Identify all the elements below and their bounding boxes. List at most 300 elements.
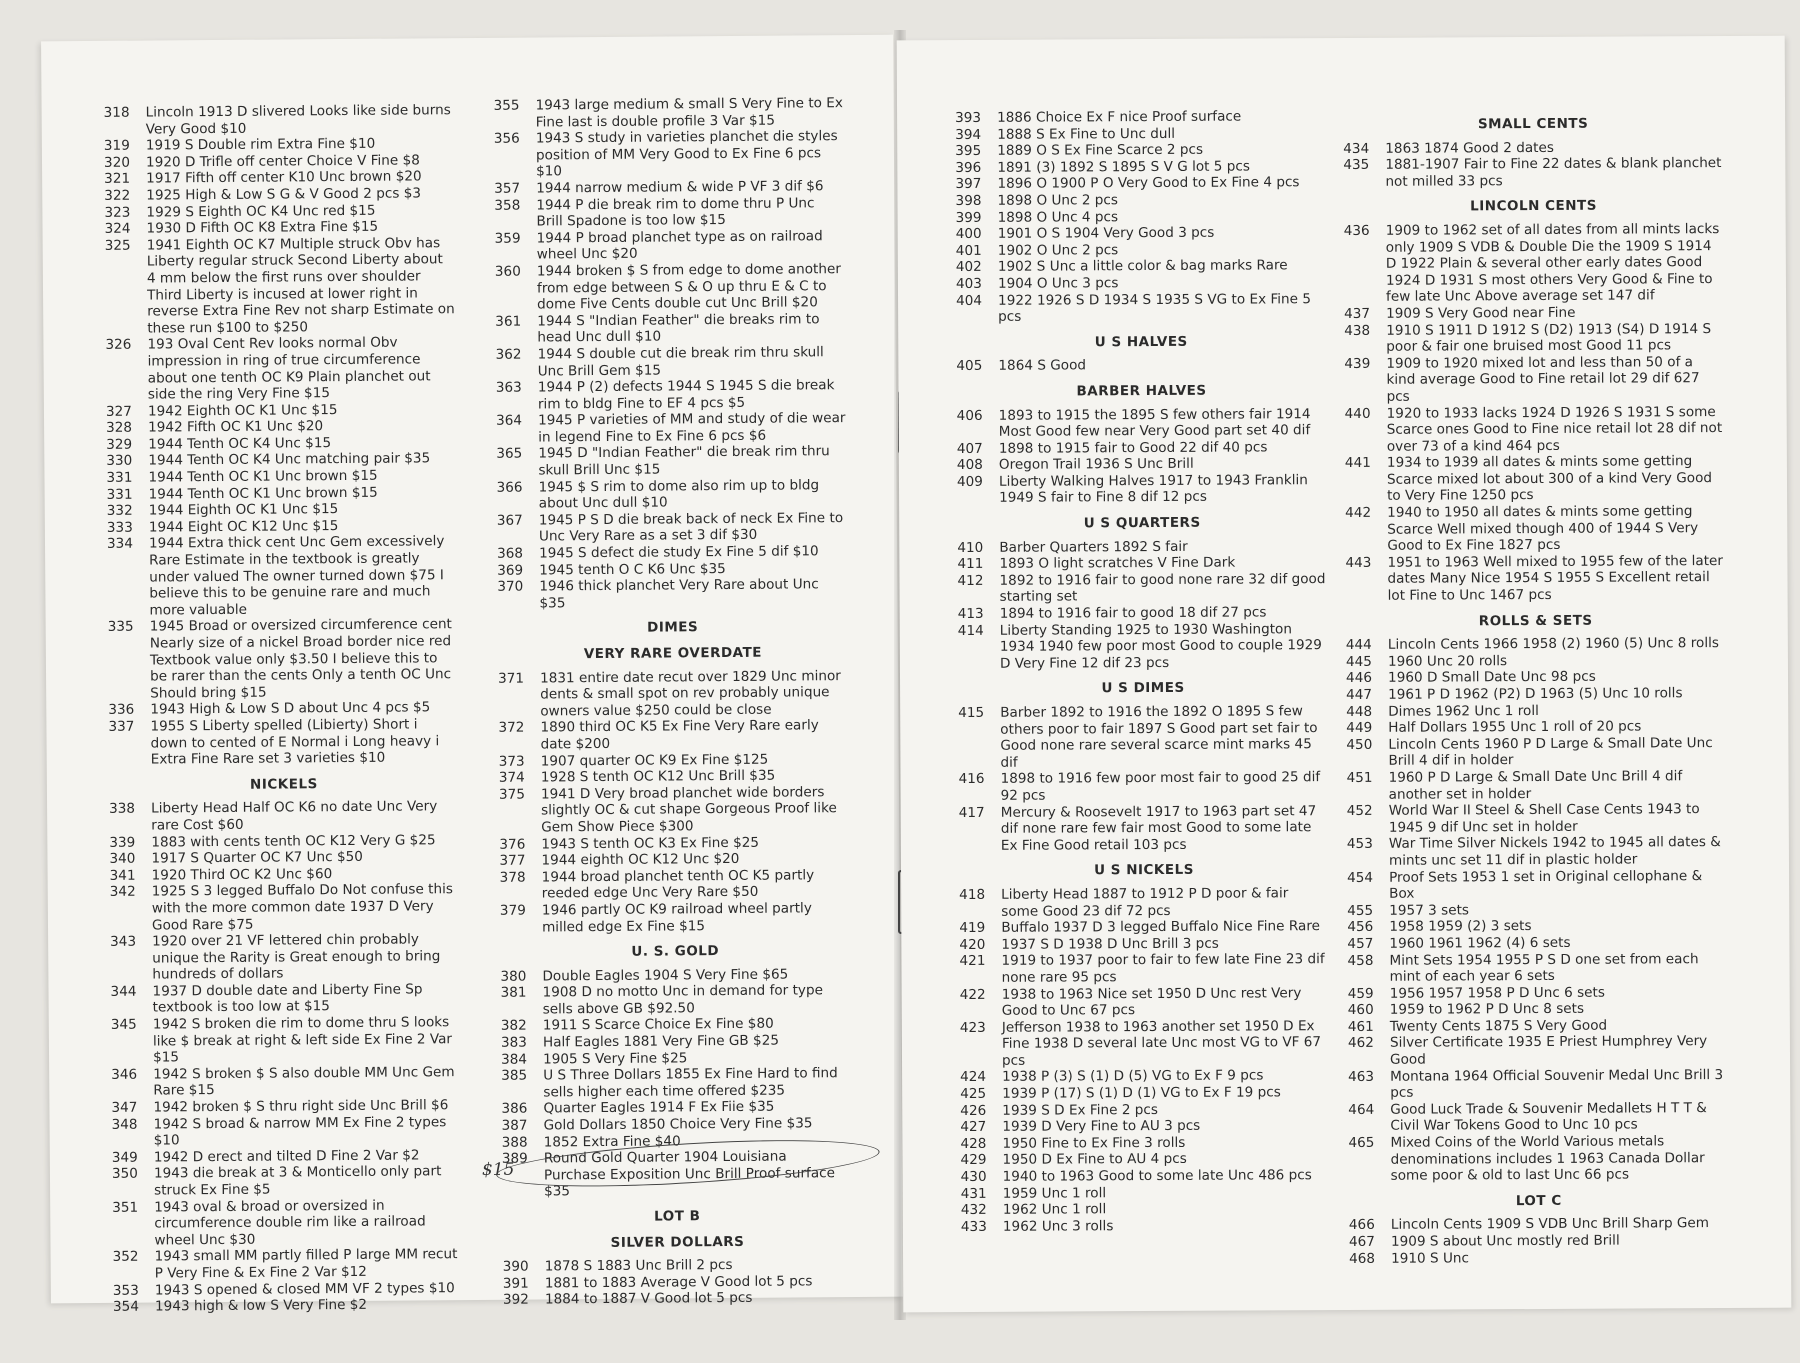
lot-entry	[957, 439, 1327, 458]
lot-description: 1944 broken $ S from edge to dome another from edge between S & O up thru E & C to dome Five Cents double cut Unc Brill $20	[536, 261, 841, 313]
lot-number: 421	[959, 953, 986, 970]
lot-entry	[955, 141, 1325, 160]
lot-number: 367	[496, 512, 523, 529]
lot-entry	[1346, 702, 1726, 721]
lot-description: 1960 1961 1962 (4) 6 sets	[1389, 934, 1571, 952]
lot-description: 1938 to 1963 Nice set 1950 D Unc rest Very Good to Unc 67 pcs	[1001, 984, 1302, 1019]
lot-entry	[1344, 304, 1724, 323]
lot-entry	[105, 235, 456, 337]
lot-description: 1945 D "Indian Feather" die break rim thru skull Brill Unc $15	[538, 443, 830, 479]
lot-number: 394	[955, 126, 982, 143]
lot-number: 330	[106, 453, 133, 470]
lot-description: Jefferson 1938 to 1963 another set 1950 D Ex Fine 1938 D several late Unc most VG to VF 67 pcs	[1001, 1017, 1322, 1069]
lot-entry	[961, 1167, 1331, 1186]
lot-entry	[956, 208, 1326, 227]
lot-number: 416	[958, 771, 985, 788]
lot-entry	[960, 1018, 1330, 1070]
lot-description: 1883 with cents tenth OC K12 Very G $25	[151, 831, 436, 851]
lot-number: 456	[1347, 919, 1374, 936]
lot-number: 318	[103, 104, 130, 121]
lot-number: 459	[1347, 985, 1374, 1002]
lot-number: 458	[1347, 952, 1374, 969]
lot-number: 431	[960, 1185, 987, 1202]
lot-description: Buffalo 1937 D 3 legged Buffalo Nice Fine Rare	[1001, 918, 1321, 936]
lot-entry	[110, 881, 460, 934]
lot-description: 1863 1874 Good 2 dates	[1385, 139, 1554, 157]
lot-entry	[494, 128, 844, 181]
lot-description: 1943 S opened & closed MM VF 2 types $10	[154, 1279, 455, 1299]
section-heading: U S DIMES	[1101, 680, 1185, 697]
lot-number: 337	[108, 718, 135, 735]
section-heading: LINCOLN CENTS	[1470, 198, 1597, 215]
lot-description: 1938 P (3) S (1) D (5) VG to Ex F 9 pcs	[1002, 1067, 1264, 1086]
lot-number: 347	[111, 1099, 138, 1116]
lot-description: 1946 partly OC K9 railroad wheel partly milled edge Ex Fine $15	[541, 900, 812, 935]
lot-number: 340	[109, 850, 136, 867]
lot-number: 443	[1345, 554, 1372, 571]
section-heading: U. S. GOLD	[631, 943, 720, 960]
lot-number: 327	[105, 403, 132, 420]
lot-entry	[960, 1151, 1330, 1170]
lot-entry	[956, 257, 1326, 276]
lot-number: 396	[955, 159, 982, 176]
lot-number: 425	[960, 1085, 987, 1103]
lot-entry	[1345, 453, 1725, 505]
lot-description: 1942 broken $ S thru right side Unc Brill $6	[153, 1097, 449, 1116]
lot-number: 351	[112, 1199, 139, 1216]
lot-number: 375	[498, 786, 526, 803]
lot-number: 437	[1344, 305, 1371, 322]
lot-entry	[1344, 354, 1724, 406]
lot-description: 1917 Fifth off center K10 Unc brown $20	[146, 168, 422, 187]
lot-description: 1951 to 1963 Well mixed to 1955 few of the later dates Many Nice 1954 S 1955 S Excellent retail lot Fine to Unc 1467 pcs	[1387, 552, 1724, 604]
lot-description: 1957 3 sets	[1389, 902, 1470, 919]
lot-number: 357	[494, 180, 521, 197]
lot-number: 412	[957, 572, 984, 589]
lot-entry	[1346, 685, 1726, 704]
lot-entry	[1348, 1067, 1728, 1102]
lot-description: 1961 P D 1962 (P2) D 1963 (5) Unc 10 rolls	[1388, 685, 1683, 703]
lot-description: 1910 S 1911 D 1912 S (D2) 1913 (S4) D 1914 S poor & fair one bruised most Good 11 pcs	[1386, 320, 1712, 355]
lot-description: 1909 S about Unc mostly red Brill	[1390, 1232, 1620, 1250]
lot-description: 1944 Eighth OC K1 Unc $15	[148, 501, 339, 519]
lot-number: 411	[957, 556, 984, 573]
lot-description: Liberty Head 1887 to 1912 P D poor & fair some Good 23 dif 72 pcs	[1001, 885, 1289, 920]
lot-description: 1909 to 1962 set of all dates from all mints lacks only 1909 S VDB & Double Die the 1909 S 1914 D 1922 Plain & several other early dates Good 1924 D 1931 S most others Very Good & Fine to few late Unc Above average set 147 dif	[1385, 220, 1720, 306]
lot-description: 1943 high & low S Very Fine $2	[154, 1297, 368, 1315]
lot-description: 1919 S Double rim Extra Fine $10	[145, 135, 376, 154]
lot-number: 413	[957, 605, 984, 623]
lot-description: 1940 to 1950 all dates & mints some getting Scarce Well mixed though 400 of 1944 S Very Good to Ex Fine 1827 pcs	[1387, 503, 1699, 555]
lot-description: 1941 Eighth OC K7 Multiple struck Obv has Liberty regular struck Second Liberty about 4 mm below the first runs over shoulder Third Liberty is incused at lower right in reverse Extra Fine Rev not sharp Estimate on these run $100 to $250	[146, 234, 455, 337]
lot-description: Mint Sets 1954 1955 P S D one set from each mint of each year 6 sets	[1389, 950, 1699, 985]
lot-number: 430	[960, 1168, 987, 1186]
lot-description: 1937 D double date and Liberty Fine Sp textbook is too low at $15	[152, 981, 423, 1016]
lot-number: 328	[106, 419, 133, 437]
lot-description: 1960 Unc 20 rolls	[1387, 652, 1508, 670]
lot-entry	[500, 900, 850, 936]
lot-number: 335	[107, 619, 134, 636]
lot-entry	[111, 1064, 461, 1100]
lot-number: 447	[1346, 686, 1373, 703]
lot-number: 389	[501, 1150, 528, 1167]
lot-number: 455	[1347, 902, 1374, 919]
lot-entry	[957, 406, 1327, 441]
lot-description: 1908 D no motto Unc in demand for type sells above GB $92.50	[542, 982, 824, 1018]
lot-number: 380	[500, 968, 527, 985]
lot-number: 371	[498, 670, 525, 687]
lot-description: 1955 S Liberty spelled (Libierty) Short i down to cented of E Normal i Long heavy i Extra Fine Rare set 3 varieties $10	[150, 716, 440, 768]
section-heading: U S HALVES	[1094, 333, 1188, 351]
lot-description: U S Three Dollars 1855 Ex Fine Hard to find sells higher each time offered $235	[543, 1065, 838, 1101]
lot-entry	[960, 1068, 1330, 1087]
lot-description: 1888 S Ex Fine to Unc dull	[997, 125, 1176, 143]
lot-description: 1956 1957 1958 P D Unc 6 sets	[1389, 984, 1605, 1002]
lot-number: 440	[1344, 405, 1371, 422]
lot-number: 461	[1347, 1018, 1374, 1035]
lot-description: 1898 O Unc 4 pcs	[997, 208, 1119, 226]
lot-entry	[108, 617, 459, 703]
lot-number: 399	[955, 209, 982, 226]
lot-entry	[959, 918, 1329, 937]
lot-entry	[959, 769, 1329, 804]
lot-entry	[960, 1101, 1330, 1120]
lot-entry	[961, 1184, 1331, 1203]
lot-description: 1920 Third OC K2 Unc $60	[151, 865, 333, 884]
lot-number: 388	[501, 1134, 528, 1151]
lot-entry	[500, 982, 850, 1018]
lot-number: 333	[106, 519, 133, 536]
lot-description: 1944 Tenth OC K1 Unc brown $15	[148, 467, 378, 486]
lot-entry	[110, 931, 460, 984]
lot-number: 344	[110, 983, 137, 1000]
lot-description: 1925 High & Low S G & V Good 2 pcs $3	[146, 185, 422, 204]
section-heading: U S NICKELS	[1094, 862, 1194, 879]
lot-description: 1942 S broken die rim to dome thru S looks like $ break at right & left side Ex Fine 2 Var $15	[152, 1014, 453, 1066]
lot-entry	[956, 291, 1326, 326]
lot-entry	[108, 716, 458, 769]
lot-description: Barber 1892 to 1916 the 1892 O 1895 S few others poor to fair 1897 S Good part set fair to Good none rare several scarce mint marks 45 dif	[1000, 703, 1318, 771]
lot-description: 1944 P die break rim to dome thru P Unc Brill Spadone is too low $15	[536, 194, 815, 230]
lot-description: Gold Dollars 1850 Choice Very Fine $35	[543, 1115, 813, 1134]
lot-entry	[1343, 139, 1723, 158]
lot-description: 1893 to 1915 the 1895 S few others fair 1914 Most Good few near Very Good part set 40 dif	[998, 405, 1311, 440]
lot-number: 382	[500, 1018, 527, 1035]
lot-description: 1831 entire date recut over 1829 Unc minor dents & small spot on rev probably unique owners value $250 could be close	[540, 667, 841, 720]
lot-description: 1884 to 1887 V Good lot 5 pcs	[544, 1290, 753, 1308]
lot-number: 426	[960, 1102, 987, 1119]
lot-number: 350	[111, 1166, 138, 1183]
lot-description: 1962 Unc 3 rolls	[1002, 1218, 1114, 1235]
lot-entry	[1347, 950, 1727, 985]
section-heading: LOT B	[654, 1208, 701, 1225]
lot-description: 1943 large medium & small S Very Fine to Ex Fine last is double profile 3 Var $15	[535, 95, 843, 131]
lot-number: 407	[956, 440, 983, 457]
lot-entry	[957, 455, 1327, 474]
lot-entry	[112, 1164, 462, 1200]
lot-number: 434	[1343, 140, 1370, 157]
lot-description: 193 Oval Cent Rev looks normal Obv impression in ring of true circumference about one tenth OC K9 Plain planchet out side the ring Very Fine $15	[147, 334, 431, 403]
lot-entry	[1347, 801, 1727, 836]
lot-description: 1852 Extra Fine $40	[543, 1133, 681, 1151]
lot-number: 427	[960, 1119, 987, 1136]
lot-number: 429	[960, 1152, 987, 1169]
lot-number: 424	[960, 1069, 987, 1086]
lot-entry	[957, 554, 1327, 573]
lot-number: 336	[108, 702, 135, 719]
lot-number: 374	[498, 769, 525, 786]
lot-description: 1892 to 1916 fair to good none rare 32 dif good starting set	[999, 570, 1326, 606]
lot-entry	[960, 1084, 1330, 1103]
lot-description: 1920 over 21 VF lettered chin probably unique the Rarity is Great enough to bring hundreds of dollars	[152, 931, 441, 983]
column-1	[104, 102, 463, 1315]
lot-description: Oregon Trail 1936 S Unc Brill	[998, 456, 1194, 474]
lot-description: Round Gold Quarter 1904 Louisiana Purchase Exposition Unc Brill Proof surface $35	[543, 1148, 836, 1200]
lot-number: 452	[1346, 803, 1373, 820]
lot-number: 445	[1345, 653, 1372, 670]
lot-description: 1943 small MM partly filled P large MM recut P Very Fine & Ex Fine 2 Var $12	[154, 1246, 458, 1282]
lot-description: 1959 to 1962 P D Unc 8 sets	[1389, 1001, 1585, 1019]
lot-entry	[495, 311, 845, 347]
lot-entry	[1346, 735, 1726, 770]
lot-description: 1939 D Very Fine to AU 3 pcs	[1002, 1118, 1201, 1136]
lot-description: 1881-1907 Fair to Fine 22 dates & blank planchet not milled 33 pcs	[1385, 155, 1722, 190]
lot-number: 356	[493, 130, 520, 147]
lot-description: 1928 S tenth OC K12 Unc Brill $35	[540, 767, 776, 786]
lot-number: 439	[1344, 355, 1371, 372]
lot-entry	[960, 985, 1330, 1020]
lot-entry	[113, 1296, 463, 1315]
lot-number: 341	[109, 867, 136, 884]
lot-description: 1944 Eight OC K12 Unc $15	[148, 517, 339, 536]
lot-number: 435	[1343, 157, 1370, 174]
lot-number: 331	[106, 469, 133, 486]
lot-description: 1905 S Very Fine $25	[543, 1049, 688, 1068]
lot-number: 384	[501, 1051, 528, 1068]
lot-number: 418	[959, 886, 986, 903]
lot-number: 319	[103, 137, 130, 155]
lot-entry	[498, 717, 848, 753]
lot-description: War Time Silver Nickels 1942 to 1945 all dates & mints unc set 11 dif in plastic holder	[1388, 834, 1721, 869]
lot-number: 415	[958, 704, 985, 722]
lot-number: 379	[499, 902, 526, 919]
lot-entry	[495, 261, 845, 314]
lot-number: 442	[1345, 504, 1372, 522]
lot-number: 448	[1346, 703, 1373, 720]
lot-entry	[1349, 1232, 1729, 1251]
lot-entry	[1344, 221, 1724, 306]
lot-number: 433	[960, 1218, 987, 1235]
lot-number: 385	[501, 1067, 528, 1085]
lot-number: 401	[955, 242, 982, 259]
lot-entry	[112, 1114, 462, 1150]
lot-number: 339	[109, 834, 136, 851]
lot-entry	[1348, 1000, 1728, 1019]
handwritten-price-note: $15	[481, 1159, 515, 1181]
lot-number: 408	[956, 457, 983, 474]
lot-description: 1894 to 1916 fair to good 18 dif 27 pcs	[999, 604, 1267, 622]
lot-description: 1945 P varieties of MM and study of die wear in legend Fine to Ex Fine 6 pcs $6	[537, 410, 846, 446]
lot-entry	[1343, 155, 1723, 190]
lot-description: Lincoln 1913 D slivered Looks like side burns Very Good $10	[145, 102, 451, 138]
lot-number: 323	[104, 204, 131, 221]
lot-entry	[955, 108, 1325, 127]
lot-description: 1944 Tenth OC K4 Unc $15	[148, 434, 332, 453]
lot-description: Liberty Walking Halves 1917 to 1943 Franklin 1949 S fair to Fine 8 dif 12 pcs	[998, 472, 1308, 507]
lot-description: 1864 S Good	[998, 357, 1087, 375]
lot-number: 457	[1347, 935, 1374, 952]
lot-number: 450	[1346, 736, 1373, 753]
lot-description: 1960 D Small Date Unc 98 pcs	[1387, 669, 1596, 687]
lot-entry	[955, 174, 1325, 193]
lot-number: 325	[104, 237, 131, 254]
lot-description: 1925 S 3 legged Buffalo Do Not confuse this with the more common date 1937 D Very Good Rare $75	[151, 881, 454, 934]
lot-entry	[1345, 404, 1725, 456]
lot-number: 355	[493, 97, 520, 114]
lot-description: 1944 S "Indian Feather" die breaks rim to head Unc dull $10	[537, 310, 820, 346]
lot-number: 417	[958, 804, 985, 821]
lot-entry	[956, 356, 1326, 375]
lot-description: 1909 S Very Good near Fine	[1386, 304, 1576, 322]
lot-number: 320	[103, 154, 131, 171]
lot-description: 1893 O light scratches V Fine Dark	[999, 554, 1236, 573]
lot-description: 1945 $ S rim to dome also rim up to bldg about Unc dull $10	[538, 476, 820, 512]
lot-number: 369	[497, 562, 524, 579]
lot-entry	[955, 191, 1325, 210]
lot-description: 1937 S D 1938 D Unc Brill 3 pcs	[1001, 935, 1219, 953]
lot-entry	[1347, 768, 1727, 803]
lot-number: 364	[495, 412, 523, 430]
column-3	[955, 108, 1331, 1235]
lot-entry	[1347, 901, 1727, 920]
lot-entry	[1345, 503, 1725, 555]
lot-number: 397	[955, 176, 982, 193]
column-4	[1343, 106, 1729, 1267]
left-page	[41, 35, 903, 1315]
lot-number: 376	[499, 836, 526, 853]
lot-description: 1944 narrow medium & wide P VF 3 dif $6	[536, 178, 824, 197]
lot-description: 1911 S Scarce Choice Ex Fine $80	[542, 1016, 774, 1034]
lot-number: 332	[106, 502, 133, 520]
lot-description: Mixed Coins of the World Various metals denominations includes 1 1963 Canada Dollar some poor & old to last Unc 66 pcs	[1390, 1133, 1705, 1184]
lot-number: 365	[496, 446, 523, 463]
lot-entry	[1346, 652, 1726, 671]
lot-description: 1950 D Ex Fine to AU 4 pcs	[1002, 1151, 1187, 1169]
lot-number: 366	[496, 479, 523, 496]
lot-entry	[499, 784, 849, 837]
column-2	[481, 95, 854, 1309]
lot-description: 1930 D Fifth OC K8 Extra Fine $15	[146, 218, 379, 237]
lot-description: 1943 High & Low S D about Unc 4 pcs $5	[150, 699, 431, 718]
section-heading: U S QUARTERS	[1083, 514, 1201, 532]
lot-description: 1962 Unc 1 roll	[1002, 1201, 1107, 1219]
lot-description: 1944 Tenth OC K4 Unc matching pair $35	[148, 450, 431, 470]
lot-description: 1960 P D Large & Small Date Unc Brill 4 dif another set in holder	[1388, 768, 1683, 803]
lot-description: 1942 Eighth OC K1 Unc $15	[147, 401, 338, 420]
lot-description: 1917 S Quarter OC K7 Unc $50	[151, 848, 363, 867]
lot-number: 346	[111, 1066, 138, 1083]
lot-number: 321	[104, 171, 131, 188]
lot-number: 453	[1346, 836, 1373, 853]
section-heading: NICKELS	[249, 775, 318, 793]
lot-entry	[1346, 635, 1726, 654]
lot-entry	[110, 981, 460, 1017]
lot-description: 1929 S Eighth OC K4 Unc red $15	[146, 202, 376, 221]
lot-number: 377	[499, 852, 526, 869]
lot-entry	[957, 571, 1327, 606]
lot-entry	[1349, 1249, 1729, 1268]
lot-description: 1942 S broad & narrow MM Ex Fine 2 types $10	[153, 1113, 447, 1149]
lot-entry	[104, 102, 454, 138]
lot-description: 1945 P S D die break back of neck Ex Fine to Unc Very Rare as a set 3 dif $30	[538, 509, 844, 545]
lot-number: 354	[112, 1298, 140, 1315]
lot-description: 1920 to 1933 lacks 1924 D 1926 S 1931 S some Scarce ones Good to Fine nice retail lot 28 dif not over 73 of a kind 464 pcs	[1386, 403, 1723, 455]
lot-number: 353	[112, 1282, 139, 1299]
lot-entry	[105, 334, 456, 403]
lot-number: 414	[957, 622, 984, 639]
lot-description: 1942 S broken $ S also double MM Unc Gem Rare $15	[153, 1063, 455, 1099]
lot-description: 1944 S double cut die break rim thru skull Unc Brill Gem $15	[537, 344, 824, 379]
lot-description: 1958 1959 (2) 3 sets	[1389, 918, 1532, 936]
lot-description: 1902 O Unc 2 pcs	[997, 241, 1119, 259]
lot-number: 378	[499, 869, 526, 886]
lot-description: 1942 Fifth OC K1 Unc $20	[148, 418, 324, 436]
lot-number: 451	[1346, 769, 1373, 786]
lot-entry	[1349, 1215, 1729, 1234]
lot-entry	[494, 95, 844, 131]
lot-entry	[958, 604, 1328, 623]
lot-number: 391	[502, 1275, 529, 1292]
lot-entry	[1347, 934, 1727, 953]
lot-entry	[959, 935, 1329, 954]
lot-number: 464	[1348, 1101, 1375, 1118]
lot-number: 403	[955, 275, 982, 292]
lot-entry	[109, 798, 459, 834]
lot-description: 1944 eighth OC K12 Unc $20	[541, 851, 740, 869]
lot-number: 460	[1347, 1002, 1374, 1019]
lot-description: 1896 O 1900 P O Very Good to Ex Fine 4 pcs	[997, 174, 1300, 193]
lot-description: 1946 thick planchet Very Rare about Unc $35	[539, 576, 819, 612]
lot-number: 395	[955, 143, 982, 160]
lot-number: 466	[1348, 1217, 1375, 1234]
lot-description: 1919 to 1937 poor to fair to few late Fine 23 dif none rare 95 pcs	[1001, 951, 1325, 986]
lot-entry	[1347, 917, 1727, 936]
lot-description: 1940 to 1963 Good to some late Unc 486 pcs	[1002, 1167, 1312, 1185]
lot-description: 1959 Unc 1 roll	[1002, 1184, 1107, 1202]
lot-description: 1943 oval & broad or oversized in circumference double rim like a railroad wheel Unc $30	[154, 1197, 426, 1249]
lot-description: 1941 D Very broad planchet wide borders slightly OC & cut shape Gorgeous Proof like Gem Show Piece $300	[540, 783, 837, 836]
lot-entry	[1348, 1133, 1728, 1185]
lot-entry	[496, 444, 846, 480]
lot-number: 324	[104, 220, 131, 238]
lot-entry	[111, 1014, 461, 1067]
lot-description: 1934 to 1939 all dates & mints some getting Scarce mixed lot about 300 of a kind Very Good to Very Fine 1250 pcs	[1386, 453, 1713, 505]
lot-entry	[1348, 1017, 1728, 1036]
lot-number: 428	[960, 1135, 987, 1152]
lot-number: 449	[1346, 720, 1373, 737]
lot-entry	[113, 1246, 463, 1282]
lot-number: 404	[955, 292, 983, 309]
lot-description: Quarter Eagles 1914 F Ex Fiie $35	[543, 1099, 775, 1117]
lot-description: 1945 Broad or oversized circumference cent Nearly size of a nickel Broad border nice red Textbook value only $3.50 I believe this to be rarer than the cents Only a tenth OC Unc Should bring $15	[149, 616, 452, 702]
lot-description: 1943 die break at 3 & Monticello only part struck Ex Fine $5	[153, 1163, 442, 1199]
lot-number: 362	[495, 346, 522, 363]
lot-number: 348	[111, 1116, 138, 1133]
lot-description: 1904 O Unc 3 pcs	[997, 275, 1119, 292]
lot-number: 386	[501, 1101, 528, 1118]
lot-number: 392	[502, 1291, 529, 1309]
lot-number: 468	[1349, 1250, 1376, 1267]
